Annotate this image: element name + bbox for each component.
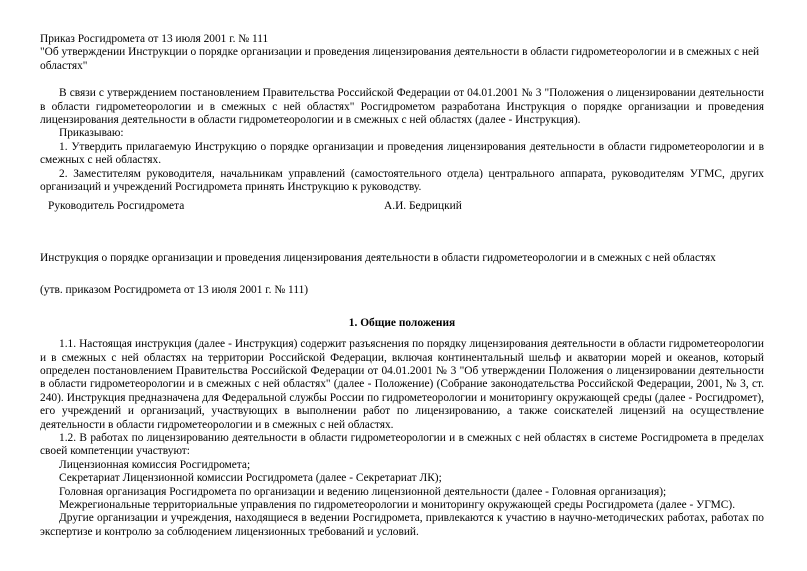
paragraph-1-1: 1.1. Настоящая инструкция (далее - Инструкция) содержит разъяснения по порядку лицензирования деятельности в области гидрометеорологии и в смежных с ней областях на территории Российской Федерации, включая континентальный шельф и акватории морей и океанов, который определен постановлением Правительства Российской Федерации от 04.01.2001 № 3 "Об утверждении Положения о лицензировании деятельности в области гидрометеорологии и в смежных с ней областях" (далее - Положение) (Собрание законодательства Российской Федерации, 2001, № 3, ст. 240). Инструкция предназначена для Федеральной службы России по гидрометеорологии и мониторингу окружающей среды (далее - Росгидромет), его учреждений и организаций, участвующих в выполнении работ по лицензированию, а также соискателей лицензий на осуществление деятельности в области гидрометеорологии и в смежных с ней областях. — [40, 338, 764, 431]
order-word: Приказываю: — [59, 127, 124, 140]
spacer — [40, 265, 764, 284]
participant-item: Головная организация Росгидромета по организации и ведению лицензионной деятельности (далее - Головная организация); — [59, 485, 667, 498]
paragraph-1-2: 1.2. В работах по лицензированию деятельности в области гидрометеорологии и в смежных с ней областях в системе Росгидромета в пределах своей компетенции участвуют: — [40, 431, 764, 458]
order-line: Приказ Росгидромета от 13 июля 2001 г. № 111 — [40, 33, 269, 45]
section-heading: 1. Общие положения — [348, 316, 456, 329]
signature-position: Руководитель Росгидромета — [48, 200, 185, 213]
participant-item: Лицензионная комиссия Росгидромета; — [59, 458, 251, 471]
participant-item: Секретариат Лицензионной комиссии Росгидромета (далее - Секретариат ЛК); — [59, 472, 442, 485]
spacer — [40, 73, 764, 87]
spacer — [40, 214, 764, 252]
spacer — [40, 330, 764, 338]
order-title: "Об утверждении Инструкции о порядке организации и проведения лицензирования деятельности в области гидрометеорологии и в смежных с ней областях" — [40, 46, 760, 72]
instruction-title: Инструкция о порядке организации и проведения лицензирования деятельности в области гидрометеорологии и в смежных с ней областях — [40, 251, 716, 264]
signature-row — [40, 200, 764, 213]
participant-item: Межрегиональные территориальные управления по гидрометеорологии и мониторингу окружающей среды Росгидромета (далее - УГМС). — [59, 498, 736, 511]
document-page — [40, 33, 764, 539]
signature-name: А.И. Бедрицкий — [384, 200, 462, 213]
order-item-1: 1. Утвердить прилагаемую Инструкцию о порядке организации и проведения лицензирования деятельности в области гидрометеорологии и в смежных с ней областях. — [40, 140, 764, 167]
approval-note: (утв. приказом Росгидромета от 13 июля 2001 г. № 111) — [40, 284, 309, 297]
paragraph-other-orgs: Другие организации и учреждения, находящиеся в ведении Росгидромета, привлекаются к участию в научно-методических работах, работах по экспертизе и контролю за соблюдением лицензионных требований и условий. — [40, 512, 764, 538]
order-item-2: 2. Заместителям руководителя, начальникам управлений (самостоятельного отдела) центрального аппарата, руководителям УГМС, других организаций и учреждений Росгидромета принять Инструкцию к руководству. — [40, 167, 764, 194]
preamble-paragraph: В связи с утверждением постановлением Правительства Российской Федерации от 04.01.2001 № 3 "Положения о лицензировании деятельности в области гидрометеорологии и в смежных с ней областях" Росгидрометом разработана Инструкция о порядке организации и проведения лицензирования деятельности в области гидрометеорологии и в смежных с ней областях (далее - Инструкция). — [40, 87, 764, 127]
spacer — [40, 298, 764, 317]
